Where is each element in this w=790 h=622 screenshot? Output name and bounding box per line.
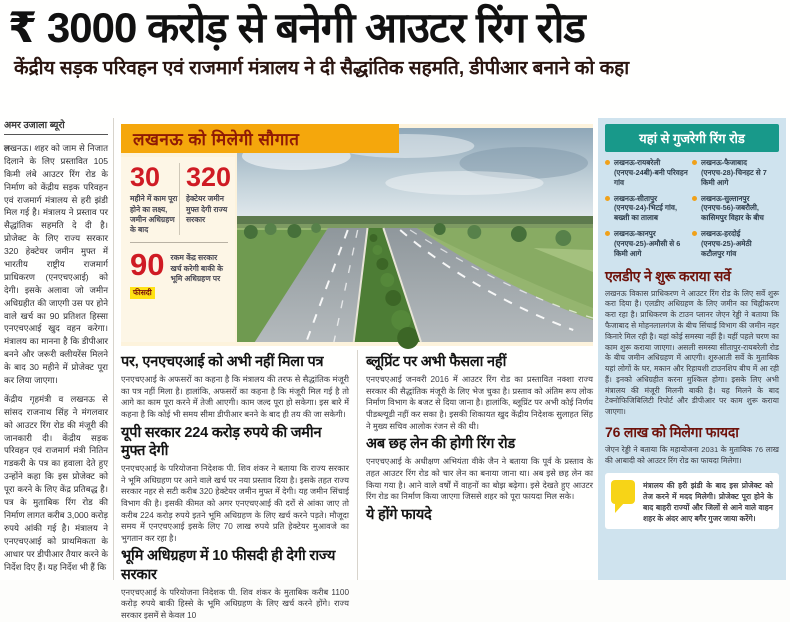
stat-label: हेक्टेयर जमीन मुफ्त देगी राज्य सरकार (186, 194, 228, 224)
lead-paragraph-1: लखनऊ। शहर को जाम से निजात दिलाने के लिए प्रस्तावित 105 किमी लंबे आउटर रिंग रोड के निर्माण को केंद्रीय सड़क परिवहन एवं राजमार्ग मंत्रालय से हरी झंडी मिल गई है। मंत्रालय ने प्रस्ताव पर सैद्धांतिक सहमति दे दी है। प्रोजेक्ट के लिए राज्य सरकार 320 हेक्टेयर जमीन मुफ्त में भारतीय राष्ट्रीय राजमार्ग प्राधिकरण (एनएचएआई) को देगी। इसके अलावा जो जमीन अधिग्रहीत की जाएगी उस पर होने वाले खर्च का 90 प्रतिशत हिस्सा एनएचएआई खुद वहन करेगा। मंत्रालय का मानना है कि डीपीआर बनने और जरूरी क्लीयरेंस मिलने के बाद 30 महीने में प्रोजेक्ट पूरा कर लिया जाएगा। (4, 143, 108, 386)
bullet-dot-icon (605, 196, 610, 201)
stats-panel (121, 157, 235, 342)
bullet-dot-icon (692, 196, 697, 201)
lead-story-column (4, 118, 114, 580)
article-body: एनएचएआई के परियोजना निदेशक पी. शिव शंकर ने बताया कि राज्य सरकार ने भूमि अधिग्रहण पर आने वाले खर्च पर नया प्रस्ताव दिया है। इसके तहत राज्य सरकार नहर से सटी करीब 320 हेक्टेयर जमीन मुफ्त में देगी। यह जमीन सिंचाई विभाग की है। इसकी कीमत को अगर एनएचएआई की दरों से आंका जाए तो करीब 224 करोड़ रुपये इतने भूमि अधिग्रहण के लिए खर्च करने पड़ते। मौजूदा समय में एनएचएआई इसके लिए 70 लाख रुपये प्रति हेक्टेयर मुआवजे का भुगतान कर रहा है। (121, 463, 349, 543)
route-item (605, 229, 692, 259)
benefit-section-body: जेएन रेड्डी ने बताया कि महायोजना 2031 के मुताबिक 76 लाख की आबादी को आउटर रिंग रोड का फायदा मिलेगा। (605, 444, 779, 465)
article-body: एनएचएआई के परियोजना निदेशक पी. शिव शंकर के मुताबिक करीब 1100 करोड़ रुपये बाकी हिस्से के भूमि अधिग्रहण के लिए खर्च करने होंगे। राज्य सरकार इसमें से केवल 10 (121, 587, 349, 620)
route-item-label: लखनऊ-सुल्तानपुर (एनएच-56)-जबरौली, कासिमपुर विहार के बीच (701, 193, 764, 223)
survey-section-body: लखनऊ विकास प्राधिकरण ने आउटर रिंग रोड के लिए सर्वे शुरू करा दिया है। एलडीए अधिग्रहण के लिए जमीन का चिह्नीकरण करा रहा है। प्राधिकरण के टाउन प्लानर जेएन रेड्डी ने बताया कि फैजाबाद से मोहनलालगंज के बीच सिंचाई विभाग की जमीन नहर किनारे मिल रही है। यहां कोई समस्या नहीं है। यहीं पहले चरण का काम शुरू कराया जाएगा। असली समस्या सीतापुर-रायबरेली रोड के बीच जमीन अधिग्रहण में आएगी। शुरुआती सर्वे के मुताबिक यहां लोगों के घर, मकान और रिहायशी टाउनशिप बीच में आ रही हैं। इनको अधिग्रहीत करना मुश्किल होगा। इसके लिए अभी मंत्रालय की मंजूरी मिलनी बाकी है। यह मिलने के बाद टेक्नोफिजिबिलिटी रिपोर्ट और डीपीआर पर काम शुरू कराया जाएगा। (605, 288, 779, 417)
article-heading: ब्लूप्रिंट पर अभी फैसला नहीं (366, 354, 507, 370)
stat-value: 30 (130, 162, 161, 192)
infobox-banner: लखनऊ को मिलेगी सौगात (121, 124, 399, 153)
stat-label: रकम केंद्र सरकार खर्च करेगी बाकी के भूमि अधिग्रहण पर (170, 253, 223, 283)
sub-headline: केंद्रीय सड़क परिवहन एवं राजमार्ग मंत्रालय ने दी सैद्धांतिक सहमति, डीपीआर बनाने को कहा (14, 57, 630, 79)
article-grid (121, 350, 593, 620)
route-item (605, 158, 692, 188)
article-body: एनएचएआई जनवरी 2016 में आउटर रिंग रोड का प्रस्तावित नक्शा राज्य सरकार की सैद्धांतिक मंजूरी के लिए भेज चुका है। प्रस्ताव को अंतिम रूप लोक निर्माण विभाग के बजट से दिया जाना है। हालांकि, ब्लूप्रिंट पर अभी कोई निर्णय पीडब्ल्यूडी नहीं कर सका है। इसकी शिकायत खुद केंद्रीय निदेशक सुलाहत सिंह ने मुख्य सचिव आलोक रंजन से की थी। (366, 375, 593, 431)
route-item (692, 194, 779, 224)
stat-value: 90 (130, 247, 165, 283)
bullet-dot-icon (605, 231, 610, 236)
article-column-1 (121, 350, 358, 620)
lead-paragraph-2: केंद्रीय गृहमंत्री व लखनऊ से सांसद राजनाथ सिंह ने मंगलवार को आउटर रिंग रोड की मंजूरी की जानकारी दी। केंद्रीय सड़क परिवहन एवं राजमार्ग मंत्री नितिन गडकरी के पत्र का हवाला देते हुए उन्होंने कहा कि इस प्रोजेक्ट को पूरा करने के लिए केंद्र प्रतिबद्ध है। पत्र के मुताबिक रिंग रोड की निर्माण लागत करीब 3,000 करोड़ रुपये आंकी गई है। मंत्रालय ने एनएचएआई को प्राथमिकता के आधार पर डीपीआर तैयार करने के निर्देश दिए हैं। यह निर्देश भी हैं कि (4, 393, 108, 572)
route-item-label: लखनऊ-रायबरेली (एनएच-24बी)-बनी परिवहन गांव (614, 158, 688, 187)
page-title: ₹ 3000 करोड़ से बनेगी आउटर रिंग रोड (8, 4, 585, 51)
sidebar (598, 118, 786, 580)
quote-text: मंत्रालय की हरी झंडी के बाद इस प्रोजेक्ट को तेज करने में मदद मिलेगी। प्रोजेक्ट पूरा होने के बाद बाहरी राज्यों और जिलों से आने वाले वाहन शहर के अंदर आए बगैर गुजर जाया करेंगे। (643, 480, 773, 523)
highway-photo-illustration (237, 128, 593, 342)
stat-90-percent (130, 243, 228, 300)
article-body: एनएचएआई के अफसरों का कहना है कि मंत्रालय की तरफ से सैद्धांतिक मंजूरी का पत्र नहीं मिला है। हालांकि, अफसरों का कहना है कि मंजूरी मिल गई है तो आगे का काम पूरा करने में तेजी आएगी। काम जल्द पूरा हो सकेगा। इस बारे में कहना है कि कोई भी समय सीमा डीपीआर बनने के बाद ही तय की जा सकेगी। (121, 375, 349, 420)
article-heading: यूपी सरकार 224 करोड़ रुपये की जमीन मुफ्त देगी (121, 424, 322, 459)
byline: अमर उजाला ब्यूरो (4, 118, 108, 135)
bullet-dot-icon (692, 160, 697, 165)
article-column-2 (358, 350, 593, 580)
quote-card (605, 473, 779, 529)
stat-label: महीने में काम पूरा होने का लक्ष्य, जमीन अधिग्रहण के बाद (130, 194, 178, 235)
stat-30-months (130, 163, 179, 235)
route-item-label: लखनऊ-कानपुर (एनएच-25)-अमौसी से 6 किमी आगे (614, 229, 681, 258)
article-body: एनएचएआई के अधीक्षण अभियंता वीके जैन ने बताया कि पूर्व के प्रस्ताव के तहत आउटर रिंग रोड को चार लेन का बनाया जाना था। अब इसे छह लेन का किया गया है। आने वाले वर्षों में वाहनों का बोझ बढ़ेगा। इसे देखते हुए आउटर रिंग रोड का निर्माण किया जाएगा जिससे शहर को पूरा फायदा मिल सके। (366, 457, 593, 502)
stat-value: 320 (186, 162, 232, 192)
bullet-dot-icon (692, 231, 697, 236)
article-heading: भूमि अधिग्रहण में 10 फीसदी ही देगी राज्य सरकार (121, 548, 336, 583)
survey-section-heading: एलडीए ने शुरू कराया सर्वे (605, 267, 731, 284)
route-item (692, 229, 779, 259)
article-heading: पर, एनएचएआई को अभी नहीं मिला पत्र (121, 354, 324, 370)
stats-row (130, 162, 232, 243)
article-heading: ये होंगे फायदे (366, 507, 432, 524)
benefit-section-heading: 76 लाख को मिलेगा फायदा (605, 423, 739, 440)
infobox (121, 124, 593, 346)
route-item-label: लखनऊ-सीतापुर (एनएच-24)-भिटई गांव, बख्शी का तालाब (614, 193, 677, 223)
quote-icon (611, 480, 637, 524)
article-heading: अब छह लेन की होगी रिंग रोड (366, 436, 516, 453)
route-item-label: लखनऊ-फैजाबाद (एनएच-28)-चिनहट से 7 किमी आगे (701, 158, 767, 187)
highway-photo (237, 128, 593, 342)
route-list (605, 158, 779, 265)
route-item (692, 158, 779, 188)
bullet-dot-icon (605, 160, 610, 165)
route-box-title: यहां से गुजरेगी रिंग रोड (605, 124, 779, 152)
route-item (605, 194, 692, 224)
route-item-label: लखनऊ-हरदोई (एनएच-25)-अमेठी कटौलपुर गांव (701, 229, 752, 258)
stat-unit-badge: फीसदी (130, 287, 155, 299)
stat-320-hectare (179, 162, 232, 235)
